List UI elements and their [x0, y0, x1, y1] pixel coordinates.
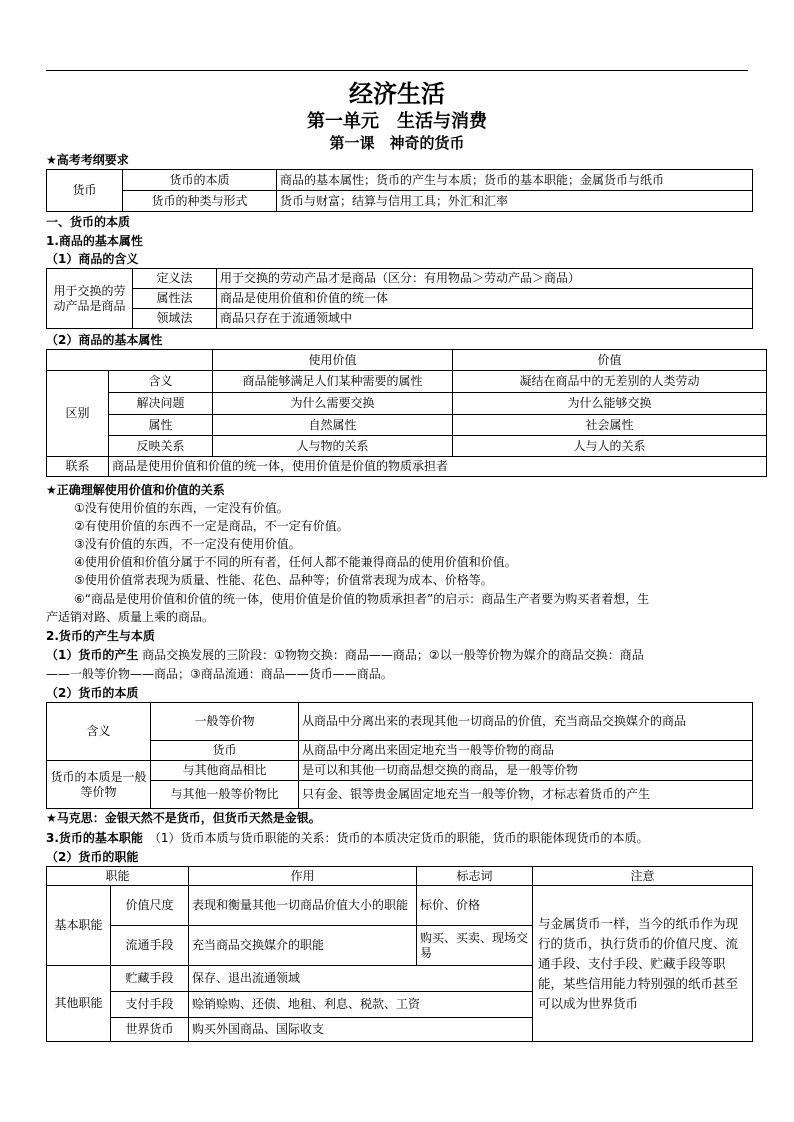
attr-use: 商品能够满足人们某种需要的属性 — [213, 371, 453, 393]
func-name: 世界货币 — [111, 1018, 189, 1042]
function-relation: （1）货币本质与货币职能的关系：货币的本质决定货币的职能，货币的职能体现货币的本质。 — [142, 831, 649, 845]
essence-meaning-label: 含义 — [47, 703, 151, 761]
func-name: 贮藏手段 — [111, 966, 189, 992]
paragraph-heading: （2）商品的基本属性 — [46, 333, 163, 347]
other-function-label: 其他职能 — [47, 966, 111, 1042]
origin-label: （1）货币的产生 — [46, 648, 139, 662]
essence-value: 是可以和其他一切商品想交换的商品，是一般等价物 — [299, 761, 753, 781]
doc-title: 经济生活 — [349, 80, 445, 108]
attr-key: 解决问题 — [109, 393, 213, 415]
function-intro — [46, 830, 756, 846]
paragraph-heading: （2）货币的本质 — [46, 686, 139, 700]
point-item: ①没有使用价值的东西，一定没有价值。 — [74, 501, 289, 515]
attr-use: 自然属性 — [213, 415, 453, 436]
exam-table — [46, 169, 753, 212]
paragraph-heading: （2）货币的职能 — [46, 850, 139, 864]
origin-text-cont: ——一般等价物——商品；③商品流通：商品——货币——商品。 — [46, 667, 393, 681]
attr-use: 为什么需要交换 — [213, 393, 453, 415]
attr-val: 凝结在商品中的无差别的人类劳动 — [453, 371, 767, 393]
money-function-table — [46, 866, 753, 1042]
definition-value: 商品只存在于流通领域中 — [217, 309, 753, 329]
relationship-heading: ★正确理解使用价值和价值的关系 — [46, 483, 225, 497]
difference-label: 区别 — [47, 371, 109, 457]
paragraph-heading: （1）商品的含义 — [46, 252, 139, 266]
func-header: 注意 — [533, 867, 753, 886]
point-item-cont: 产适销对路、质量上乘的商品。 — [46, 610, 215, 624]
essence-value: 从商品中分离出来固定地充当一般等价物的商品 — [299, 741, 753, 761]
attr-key: 含义 — [109, 371, 213, 393]
definition-value: 商品是使用价值和价值的统一体 — [217, 289, 753, 309]
money-essence-table — [46, 702, 753, 809]
header-rule — [46, 70, 748, 71]
func-role: 购买外国商品、国际收支 — [189, 1018, 533, 1042]
definition-key: 领域法 — [133, 309, 217, 329]
definition-value: 用于交换的劳动产品才是商品（区分：有用物品＞劳动产品＞商品） — [217, 269, 753, 289]
attr-val: 人与人的关系 — [453, 436, 767, 457]
essence-group-label: 货币的本质是一般等价物 — [47, 761, 151, 809]
exam-group: 货币 — [47, 170, 123, 212]
func-name: 支付手段 — [111, 992, 189, 1018]
subsection-heading: 1.商品的基本属性 — [46, 234, 143, 248]
func-role: 充当商品交换媒介的职能 — [189, 926, 417, 966]
func-note: 与金属货币一样，当今的纸币作为现行的货币，执行货币的价值尺度、流通手段、支付手段、贮藏手段等职能，某些信用能力特别强的纸币甚至可以成为世界货币 — [533, 886, 753, 1042]
func-mark: 购买、买卖、现场交易 — [417, 926, 533, 966]
func-role: 表现和衡量其他一切商品价值大小的职能 — [189, 886, 417, 926]
origin-text — [46, 647, 756, 663]
unit-title: 第一单元 生活与消费 — [307, 111, 487, 132]
attr-val: 为什么能够交换 — [453, 393, 767, 415]
header-value: 价值 — [453, 350, 767, 371]
origin-body: 商品交换发展的三阶段：①物物交换：商品——商品；②以一般等价物为媒介的商品交换：商品 — [138, 648, 644, 662]
point-item: ⑤使用价值常表现为质量、性能、花色、品种等；价值常表现为成本、价格等。 — [74, 573, 493, 587]
essence-value: 从商品中分离出来的表现其他一切商品的价值，充当商品交换媒介的商品 — [299, 703, 753, 741]
point-item: ④使用价值和价值分属于不同的所有者，任何人都不能兼得商品的使用价值和价值。 — [74, 555, 517, 569]
essence-key: 与其他一般等价物比 — [151, 781, 299, 809]
point-item: ②有使用价值的东西不一定是商品，不一定有价值。 — [74, 519, 349, 533]
essence-key: 与其他商品相比 — [151, 761, 299, 781]
exam-heading: ★高考考纲要求 — [46, 153, 129, 167]
essence-key: 一般等价物 — [151, 703, 299, 741]
func-header: 作用 — [189, 867, 417, 886]
attr-use: 人与物的关系 — [213, 436, 453, 457]
essence-key: 货币 — [151, 741, 299, 761]
attr-key: 属性 — [109, 415, 213, 436]
exam-content: 商品的基本属性；货币的产生与本质；货币的基本职能；金属货币与纸币 — [277, 170, 753, 191]
section-heading: 一、货币的本质 — [46, 215, 131, 229]
exam-topic: 货币的本质 — [123, 170, 277, 191]
attr-val: 社会属性 — [453, 415, 767, 436]
exam-content: 货币与财富；结算与信用工具；外汇和汇率 — [277, 191, 753, 212]
func-role: 赊销赊购、还债、地租、利息、税款、工资 — [189, 992, 533, 1018]
connection-value: 商品是使用价值和价值的统一体，使用价值是价值的物质承担者 — [109, 457, 767, 477]
func-role: 保存、退出流通领域 — [189, 966, 533, 992]
func-name: 价值尺度 — [111, 886, 189, 926]
connection-label: 联系 — [47, 457, 109, 477]
commodity-definition-table — [46, 268, 753, 329]
func-header: 标志词 — [417, 867, 533, 886]
definition-key: 定义法 — [133, 269, 217, 289]
subsection-heading: 2.货币的产生与本质 — [46, 629, 155, 643]
essence-value: 只有金、银等贵金属固定地充当一般等价物，才标志着货币的产生 — [299, 781, 753, 809]
exam-topic: 货币的种类与形式 — [123, 191, 277, 212]
func-mark: 标价、价格 — [417, 886, 533, 926]
point-item: ⑥“商品是使用价值和价值的统一体，使用价值是价值的物质承担者”的启示：商品生产者要为购买者着想，生 — [74, 592, 650, 606]
header-use-value: 使用价值 — [213, 350, 453, 371]
point-item: ③没有价值的东西，不一定没有使用价值。 — [74, 537, 301, 551]
commodity-attribute-table — [46, 349, 767, 477]
function-heading: 3.货币的基本职能 — [46, 831, 143, 845]
func-header: 职能 — [47, 867, 189, 886]
func-name: 流通手段 — [111, 926, 189, 966]
definition-group: 用于交换的劳动产品是商品 — [47, 269, 133, 329]
marx-quote: ★马克思：金银天然不是货币，但货币天然是金银。 — [46, 811, 321, 825]
basic-function-label: 基本职能 — [47, 886, 111, 966]
attr-key: 反映关系 — [109, 436, 213, 457]
definition-key: 属性法 — [133, 289, 217, 309]
lesson-title: 第一课 神奇的货币 — [329, 134, 465, 152]
